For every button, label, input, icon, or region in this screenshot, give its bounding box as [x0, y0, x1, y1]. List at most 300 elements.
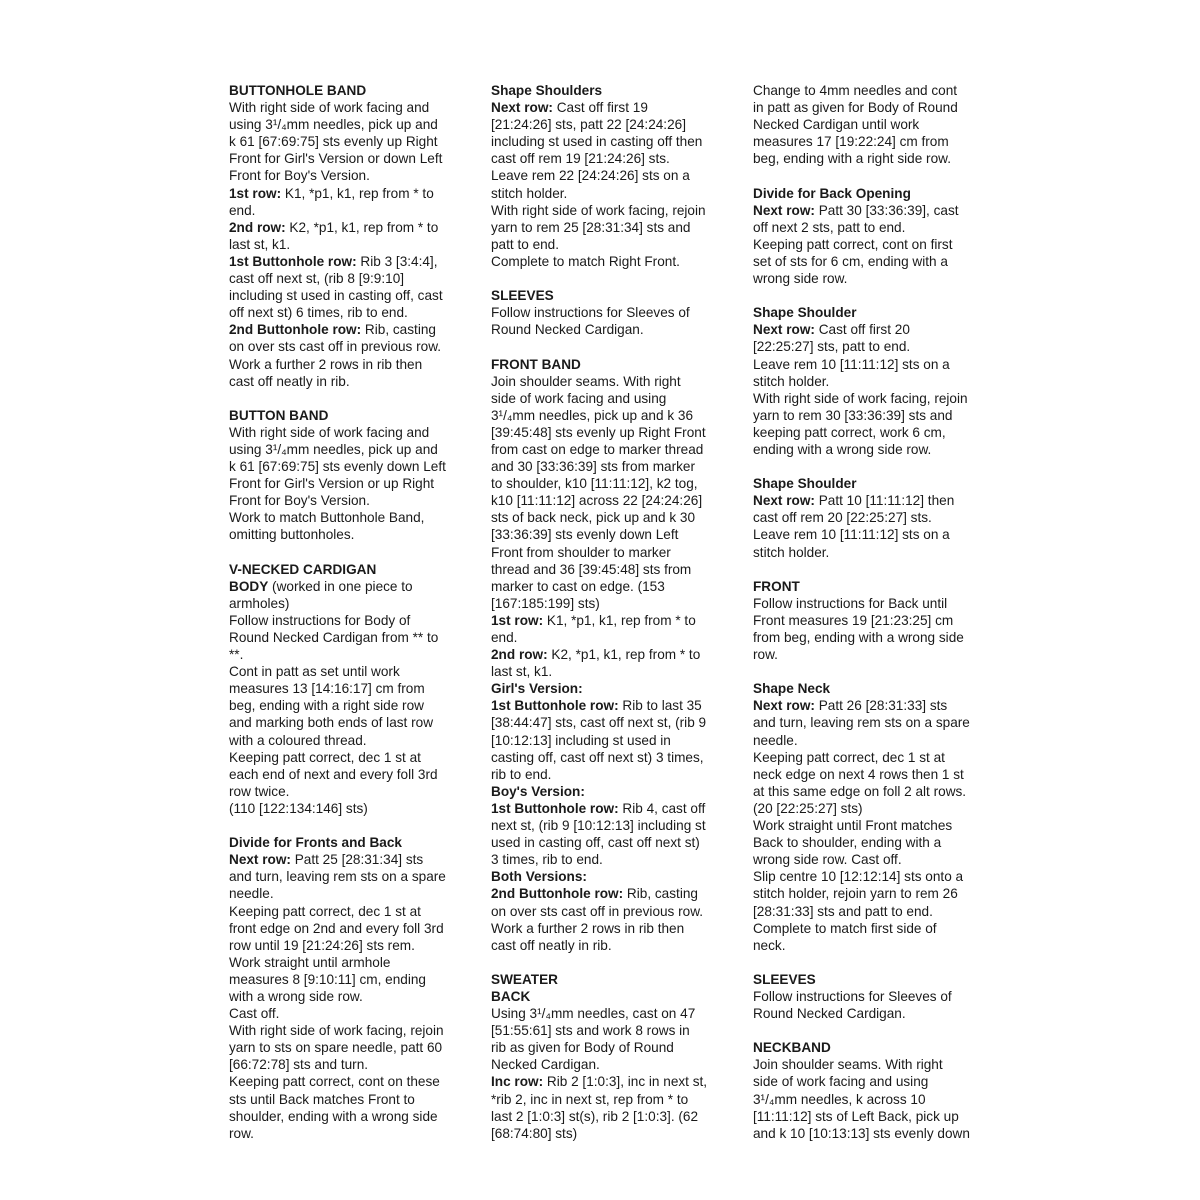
line-text: Patt 10 [11:11:12] then [814, 493, 955, 509]
instruction-line [491, 1108, 731, 1125]
line-text: Front measures 19 [21:23:25] cm [753, 612, 954, 628]
instruction-line [753, 150, 993, 167]
line-text: cast off neatly in rib. [491, 937, 612, 953]
line-text: Using 3¹/₄mm needles, cast on 47 [491, 1006, 696, 1022]
section-shape-shoulders [491, 82, 731, 270]
instruction-line [753, 885, 993, 902]
line-text: Complete to match Right Front. [491, 253, 680, 269]
line-text: in patt as given for Body of Round [753, 100, 958, 116]
line-text: needle. [229, 886, 274, 902]
line-text: k 61 [67:69:75] sts evenly down Left [229, 459, 446, 475]
instruction-line [491, 373, 731, 390]
line-text: (110 [122:134:146] sts) [229, 800, 368, 816]
instruction-line [491, 441, 731, 458]
line-text: [38:44:47] sts, cast off next st, (rib 9 [491, 715, 707, 731]
section-heading: Shape Shoulders [491, 83, 603, 98]
instruction-line [229, 885, 469, 902]
row-label: 2nd Buttonhole row: [491, 886, 624, 902]
row-label: Next row: [753, 322, 815, 338]
line-text: sts until Back matches Front to [229, 1091, 415, 1107]
instruction-line [229, 697, 469, 714]
line-text: Change to 4mm needles and cont [753, 83, 958, 98]
instruction-line [491, 766, 731, 783]
line-text: K2, *p1, k1, rep from * to [547, 647, 701, 663]
line-text: Back to shoulder, ending with a [753, 835, 942, 851]
instruction-line [491, 680, 731, 697]
instruction-line [491, 851, 731, 868]
instruction-line [491, 988, 731, 1005]
line-text: Work to match Buttonhole Band, [229, 510, 425, 526]
section-heading: SLEEVES [753, 971, 816, 987]
line-text: Rib to last 35 [618, 698, 702, 714]
section-heading: Divide for Fronts and Back [229, 835, 402, 851]
instruction-line [491, 253, 731, 270]
section-heading: Divide for Back Opening [753, 185, 911, 201]
section-heading: Shape Shoulder [753, 305, 857, 321]
line-text: Join shoulder seams. With right [491, 373, 681, 389]
instruction-line [753, 492, 993, 509]
line-text: With right side of work facing, rejoin [229, 1023, 444, 1039]
line-text: 3¹/₄mm needles, k across 10 [753, 1091, 926, 1107]
instruction-line [753, 99, 993, 116]
row-label: BACK [491, 988, 531, 1004]
line-text: Keeping patt correct, cont on these [229, 1074, 440, 1090]
row-label: BODY [229, 578, 269, 594]
line-text: Front for Boy's Version. [229, 168, 370, 184]
line-text: Keeping patt correct, dec 1 st at [229, 903, 421, 919]
line-text: Rib 3 [3:4:4], [356, 253, 438, 269]
line-text: Round Necked Cardigan. [491, 322, 644, 338]
instruction-line [229, 133, 469, 150]
instruction-line [491, 749, 731, 766]
section-button-band [229, 407, 469, 544]
line-text: Front for Boy's Version. [229, 493, 370, 509]
instruction-line [229, 424, 469, 441]
instruction-line [491, 817, 731, 834]
instruction-line [491, 732, 731, 749]
instruction-line [491, 714, 731, 731]
line-text: yarn to rem 25 [28:31:34] sts and [491, 219, 691, 235]
section-shape-shoulder [753, 475, 993, 560]
line-text: measures 13 [14:16:17] cm from [229, 681, 425, 697]
row-label: 1st Buttonhole row: [229, 253, 357, 269]
instruction-line [491, 304, 731, 321]
instruction-line [229, 270, 469, 287]
line-text: Front from shoulder to marker [491, 544, 671, 560]
section-heading: NECKBAND [753, 1040, 831, 1056]
line-text: neck edge on next 4 rows then 1 st [753, 766, 964, 782]
line-text: sts of back neck, pick up and k 30 [491, 510, 696, 526]
line-text: Cast off first 19 [552, 100, 648, 116]
section-intro [753, 82, 993, 167]
line-text: K1, *p1, k1, rep from * to [543, 612, 696, 628]
line-text: Slip centre 10 [12:12:14] sts onto a [753, 869, 964, 885]
instruction-line [753, 219, 993, 236]
instruction-line [491, 185, 731, 202]
line-text: yarn to sts on spare needle, patt 60 [229, 1040, 443, 1056]
instruction-line [491, 321, 731, 338]
row-label: 2nd Buttonhole row: [229, 322, 362, 338]
instruction-line [229, 219, 469, 236]
line-text: [68:74:80] sts) [491, 1125, 578, 1141]
line-text: neck. [753, 937, 786, 953]
instruction-line [491, 407, 731, 424]
line-text: with a coloured thread. [229, 732, 367, 748]
line-text: measures 17 [19:22:24] cm from [753, 134, 949, 150]
instruction-line [491, 578, 731, 595]
instruction-line [229, 236, 469, 253]
instruction-line [753, 424, 993, 441]
line-text: cast off next st, (rib 8 [9:9:10] [229, 271, 405, 287]
instruction-line [491, 202, 731, 219]
section-neckband [753, 1039, 993, 1142]
instruction-line [753, 612, 993, 629]
line-text: beg, ending with a right side row. [753, 151, 951, 167]
instruction-line [229, 1091, 469, 1108]
instruction-line [753, 321, 993, 338]
instruction-line [753, 441, 993, 458]
instruction-line [229, 783, 469, 800]
line-text: and 30 [33:36:39] sts from marker [491, 459, 696, 475]
instruction-line [753, 373, 993, 390]
line-text: at this same edge on foll 2 alt rows. [753, 783, 967, 799]
line-text: [66:72:78] sts and turn. [229, 1057, 369, 1073]
line-text: row twice. [229, 783, 290, 799]
instruction-line [753, 817, 993, 834]
section-heading: BUTTONHOLE BAND [229, 83, 367, 98]
line-text: patt to end. [491, 236, 560, 252]
row-label: Next row: [753, 202, 815, 218]
instruction-line [229, 304, 469, 321]
line-text: Work a further 2 rows in rib then [491, 920, 685, 936]
line-text: marker to cast on edge. (153 [491, 578, 665, 594]
instruction-line [753, 595, 993, 612]
instruction-line [491, 885, 731, 902]
instruction-line [229, 714, 469, 731]
line-text: Leave rem 22 [24:24:26] sts on a [491, 168, 690, 184]
instruction-line [753, 116, 993, 133]
line-text: cast off rem 19 [21:24:26] sts. [491, 151, 670, 167]
line-text: Leave rem 10 [11:11:12] sts on a [753, 527, 950, 543]
row-label: 1st row: [229, 185, 282, 201]
instruction-line [753, 236, 993, 253]
instruction-line [491, 646, 731, 663]
instruction-line [229, 954, 469, 971]
line-text: off next 2 sts, patt to end. [753, 219, 906, 235]
instruction-line [753, 270, 993, 287]
line-text: next st, (rib 9 [10:12:13] including st [491, 818, 706, 834]
instruction-line [229, 253, 469, 270]
line-text: ending with a wrong side row. [753, 441, 932, 457]
instruction-line [753, 851, 993, 868]
line-text: Join shoulder seams. With right [753, 1057, 943, 1073]
line-text: Keeping patt correct, dec 1 st at [229, 749, 421, 765]
instruction-line [229, 202, 469, 219]
line-text: Patt 26 [28:31:33] sts [814, 698, 948, 714]
instruction-line [753, 646, 993, 663]
line-text: using 3¹/₄mm needles, pick up and [229, 117, 438, 133]
instruction-line [491, 561, 731, 578]
instruction-line [753, 920, 993, 937]
line-text: Front for Girl's Version or down Left [229, 151, 443, 167]
section-divide-for-fronts-and-back [229, 834, 469, 1142]
line-text: side of work facing and using [491, 390, 667, 406]
line-text: stitch holder. [753, 373, 830, 389]
instruction-line [753, 1108, 993, 1125]
line-text: end. [491, 630, 518, 645]
instruction-line [229, 971, 469, 988]
instruction-line [229, 1005, 469, 1022]
instruction-line [229, 920, 469, 937]
instruction-line [491, 937, 731, 954]
instruction-line [229, 629, 469, 646]
line-text: casting off, cast off next st) 3 times, [491, 749, 704, 765]
instruction-line [229, 663, 469, 680]
line-text: used in casting off, cast off next st) [491, 835, 700, 851]
instruction-line [753, 783, 993, 800]
line-text: [22:25:27] sts, patt to end. [753, 339, 911, 355]
instruction-line [229, 492, 469, 509]
line-text: Front for Girl's Version or up Right [229, 476, 435, 492]
instruction-line [753, 903, 993, 920]
instruction-line [753, 988, 993, 1005]
line-text: row. [229, 1125, 254, 1141]
row-label: 2nd row: [229, 219, 286, 235]
instruction-line [229, 595, 469, 612]
line-text: Follow instructions for Sleeves of [753, 988, 952, 1004]
row-label: Both Versions: [491, 869, 587, 885]
instruction-line [753, 834, 993, 851]
line-text: Rib, casting [623, 886, 698, 902]
instruction-line [491, 167, 731, 184]
line-text: each end of next and every foll 3rd [229, 766, 438, 782]
instruction-line [229, 287, 469, 304]
instruction-line [491, 903, 731, 920]
line-text: **. [229, 647, 244, 663]
instruction-line [229, 732, 469, 749]
line-text: [167:185:199] sts) [491, 595, 600, 611]
line-text: on over sts cast off in previous row. [229, 339, 442, 355]
line-text: Follow instructions for Sleeves of [491, 305, 690, 321]
instruction-line [491, 1091, 731, 1108]
instruction-line [491, 663, 731, 680]
instruction-line [229, 680, 469, 697]
line-text: last st, k1. [229, 236, 291, 252]
section-sleeves [491, 287, 731, 338]
instruction-line [491, 492, 731, 509]
line-text: [51:55:61] sts and work 8 rows in [491, 1023, 690, 1039]
instruction-line [491, 458, 731, 475]
instruction-line [229, 475, 469, 492]
instruction-line [229, 150, 469, 167]
line-text: Rib 4, cast off [618, 800, 706, 816]
instruction-line [229, 373, 469, 390]
row-label: Next row: [229, 852, 291, 868]
line-text: yarn to rem 30 [33:36:39] sts and [753, 407, 953, 423]
instruction-line [491, 834, 731, 851]
line-text: rib to end. [491, 766, 552, 782]
section-front-band [491, 356, 731, 954]
line-text: With right side of work facing and [229, 100, 430, 116]
instruction-line [753, 868, 993, 885]
line-text: (20 [22:25:27] sts) [753, 800, 863, 816]
row-label: Girl's Version: [491, 681, 583, 697]
instruction-line [753, 1056, 993, 1073]
instruction-line [229, 458, 469, 475]
section-heading: FRONT [753, 578, 800, 594]
instruction-line [229, 1073, 469, 1090]
section-sleeves [753, 971, 993, 1022]
line-text: With right side of work facing, rejoin [753, 390, 968, 406]
instruction-line [753, 407, 993, 424]
instruction-line [753, 937, 993, 954]
section-front [753, 578, 993, 663]
row-label: Next row: [491, 100, 553, 116]
text-column-3 [753, 82, 993, 1159]
section-divide-for-back-opening [753, 185, 993, 288]
instruction-line [753, 338, 993, 355]
instruction-line [753, 629, 993, 646]
line-text: armholes) [229, 595, 290, 611]
section-shape-shoulder [753, 304, 993, 458]
instruction-line [753, 1005, 993, 1022]
line-text: [21:24:26] sts, patt 22 [24:24:26] [491, 117, 686, 133]
section-shape-neck [753, 680, 993, 954]
section-heading: Shape Neck [753, 681, 831, 697]
line-text: stitch holder. [753, 544, 830, 560]
line-text: using 3¹/₄mm needles, pick up and [229, 441, 438, 457]
line-text: Patt 30 [33:36:39], cast [814, 202, 959, 218]
line-text: Follow instructions for Back until [753, 595, 948, 611]
line-text: off next st) 6 times, rib to end. [229, 305, 408, 321]
instruction-line [491, 697, 731, 714]
line-text: [28:31:33] sts and patt to end. [753, 903, 933, 919]
line-text: and turn, leaving rem sts on a spare [753, 715, 970, 731]
line-text: Work straight until Front matches [753, 818, 953, 834]
line-text: stitch holder, rejoin yarn to rem 26 [753, 886, 958, 902]
line-text: cast off neatly in rib. [229, 373, 350, 389]
instruction-line [229, 167, 469, 184]
line-text: beg, ending with a right side row [229, 698, 424, 714]
line-text: Follow instructions for Body of [229, 612, 411, 628]
section-v-necked-cardigan [229, 561, 469, 817]
line-text: wrong side row. [753, 271, 848, 287]
text-column-2 [491, 82, 731, 1159]
section-heading: FRONT BAND [491, 356, 581, 372]
line-text: Rib 2 [1:0:3], inc in next st, [543, 1074, 708, 1090]
line-text: front edge on 2nd and every foll 3rd [229, 920, 444, 936]
section-heading: V-NECKED CARDIGAN [229, 561, 377, 577]
instruction-line [753, 749, 993, 766]
instruction-line [229, 612, 469, 629]
instruction-line [229, 646, 469, 663]
section-heading: SWEATER [491, 971, 558, 987]
instruction-line [491, 1022, 731, 1039]
line-text: Rib, casting [361, 322, 436, 338]
section-heading: BUTTON BAND [229, 407, 329, 423]
line-text: and k 10 [10:13:13] sts evenly down [753, 1125, 970, 1141]
line-text: from beg, ending with a wrong side [753, 630, 964, 645]
line-text: and turn, leaving rem sts on a spare [229, 869, 446, 885]
instruction-line [753, 732, 993, 749]
line-text: *rib 2, inc in next st, rep from * to [491, 1091, 689, 1107]
instruction-line [229, 868, 469, 885]
instruction-line [491, 920, 731, 937]
instruction-line [491, 629, 731, 646]
instruction-line [491, 1039, 731, 1056]
line-text: [11:11:12] sts of Left Back, pick up [753, 1108, 959, 1124]
instruction-line [753, 1073, 993, 1090]
instruction-line [753, 253, 993, 270]
line-text: Leave rem 10 [11:11:12] sts on a [753, 356, 950, 372]
instruction-line [491, 116, 731, 133]
line-text: Round Necked Cardigan. [753, 1006, 906, 1022]
instruction-line [491, 800, 731, 817]
instruction-line [491, 99, 731, 116]
line-text: wrong side row. Cast off. [753, 852, 902, 868]
row-label: 2nd row: [491, 647, 548, 663]
instruction-line [229, 116, 469, 133]
instruction-line [229, 1108, 469, 1125]
instruction-line [229, 526, 469, 543]
text-column-1 [229, 82, 469, 1159]
line-text: K1, *p1, k1, rep from * to [281, 185, 434, 201]
line-text: keeping patt correct, work 6 cm, [753, 424, 946, 440]
section-heading: SLEEVES [491, 288, 554, 304]
instruction-line [753, 526, 993, 543]
instruction-line [491, 424, 731, 441]
line-text: Work a further 2 rows in rib then [229, 356, 423, 372]
line-text: Keeping patt correct, cont on first [753, 236, 953, 252]
line-text: with a wrong side row. [229, 988, 363, 1004]
line-text: k 61 [67:69:75] sts evenly up Right [229, 134, 438, 150]
instruction-line [753, 766, 993, 783]
line-text: Necked Cardigan until work [753, 117, 920, 133]
section-heading: Shape Shoulder [753, 476, 857, 492]
instruction-line [753, 82, 993, 99]
line-text: side of work facing and using [753, 1074, 929, 1090]
row-label: Next row: [753, 698, 815, 714]
row-label: 1st Buttonhole row: [491, 800, 619, 816]
instruction-line [491, 526, 731, 543]
instruction-line [229, 1056, 469, 1073]
instruction-line [491, 475, 731, 492]
line-text: set of sts for 6 cm, ending with a [753, 253, 948, 269]
instruction-line [491, 1005, 731, 1022]
line-text: Cast off first 20 [814, 322, 910, 338]
instruction-line [229, 766, 469, 783]
instruction-line [491, 1073, 731, 1090]
line-text: rib as given for Body of Round [491, 1040, 674, 1056]
line-text: Keeping patt correct, dec 1 st at [753, 749, 945, 765]
row-label: 1st Buttonhole row: [491, 698, 619, 714]
instruction-line [491, 783, 731, 800]
line-text: Necked Cardigan. [491, 1057, 600, 1073]
line-text: including st used in casting off then [491, 134, 703, 150]
instruction-line [229, 1039, 469, 1056]
line-text: Patt 25 [28:31:34] sts [290, 852, 424, 868]
line-text: including st used in casting off, cast [229, 288, 443, 304]
instruction-line [229, 1022, 469, 1039]
line-text: end. [229, 202, 256, 218]
instruction-line [753, 133, 993, 150]
row-label: Next row: [753, 493, 815, 509]
line-text: needle. [753, 732, 798, 748]
instruction-line [753, 1125, 993, 1142]
line-text: last st, k1. [491, 664, 553, 680]
line-text: With right side of work facing and [229, 424, 430, 440]
line-text: k10 [11:11:12] across 22 [24:24:26] [491, 493, 703, 509]
